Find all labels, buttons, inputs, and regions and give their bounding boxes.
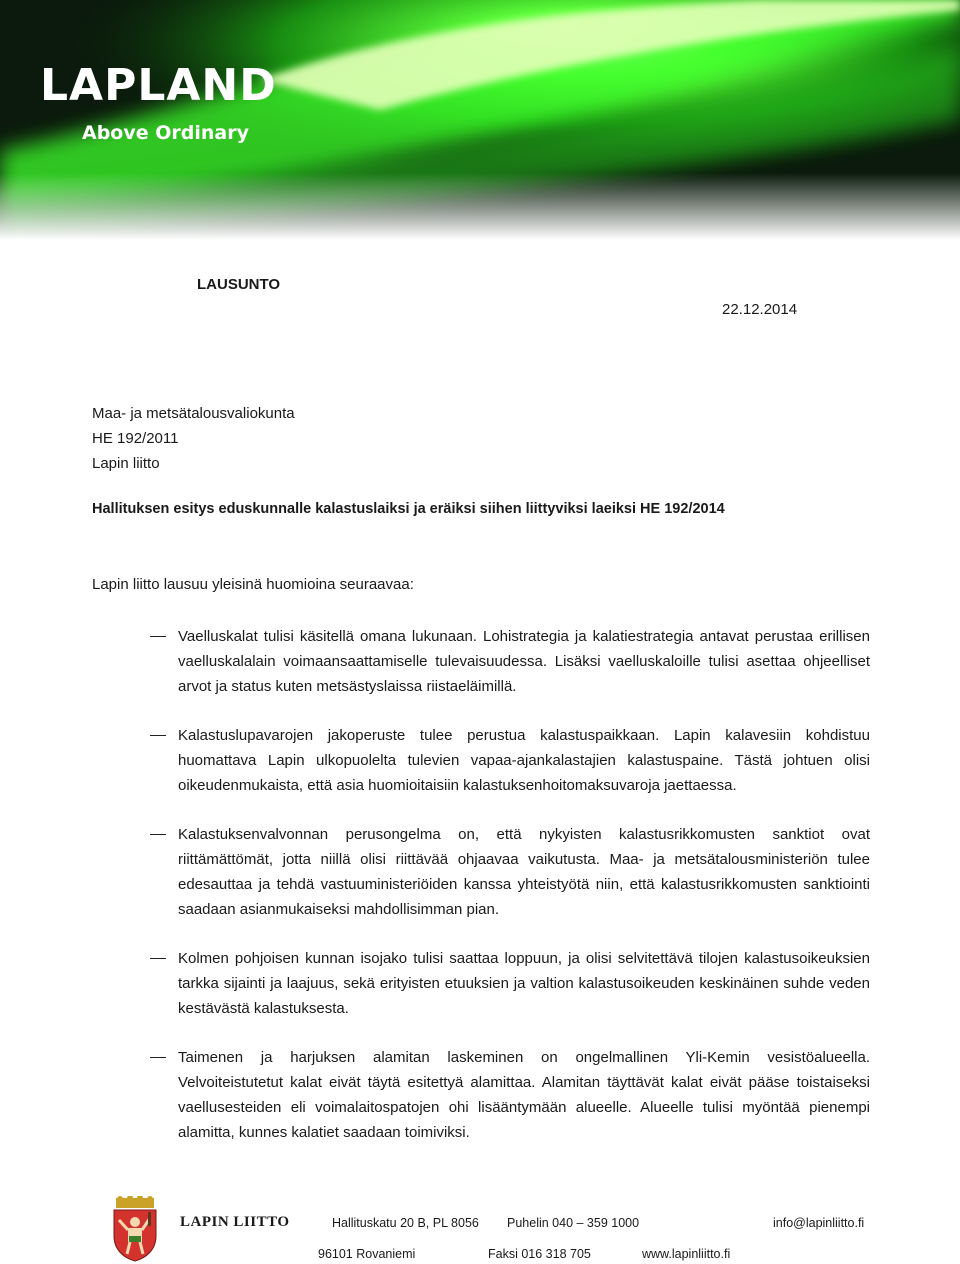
point-text: Kolmen pohjoisen kunnan isojako tulisi saattaa loppuun, ja olisi selvitettävä tilojen kalastusoikeuksien tarkka sijainti ja laajuus, sekä erityisten etuuksien ja valtion kalastusoikeuden keskinäinen suhde veden kestävästä kalastuksesta.: [178, 950, 870, 1017]
recipient-line: Maa- ja metsätalousvaliokunta: [92, 405, 295, 422]
point-text: Vaelluskalat tulisi käsitellä omana lukunaan. Lohistrategia ja kalatiestrategia antavat perustaa erillisen vaelluskalalain voimaansaattamiselle tulevaisuudessa. Lisäksi vaelluskaloille tulisi asettaa ohjeelliset arvot ja status kuten metsästyslaissa riistaeläimillä.: [178, 628, 870, 695]
dash-bullet-icon: [150, 958, 166, 959]
list-item: [150, 946, 870, 1021]
list-item: [150, 723, 870, 798]
recipient-line: HE 192/2011: [92, 430, 179, 447]
document-type: LAUSUNTO: [197, 276, 281, 293]
footer-email[interactable]: info@lapinliitto.fi: [773, 1216, 865, 1230]
footer-fax: Faksi 016 318 705: [488, 1247, 591, 1261]
list-item: [150, 624, 870, 699]
point-text: Kalastuksenvalvonnan perusongelma on, että nykyisten kalastusrikkomusten sanktiot ovat riittämättömät, jotta niillä olisi riittävää ohjaavaa vaikutusta. Maa- ja metsätalousministeriön tulee edesauttaa ja tehdä vastuuministeriöiden kanssa yhteistyötä niin, että kalastusrikkomusten sanktiointi saadaan asianmukaiseksi mahdollisimman pian.: [178, 826, 870, 918]
document-subject: Hallituksen esitys eduskunnalle kalastuslaiksi ja eräiksi siihen liittyviksi laeiksi HE 192/2014: [92, 501, 725, 517]
footer-website[interactable]: www.lapinliitto.fi: [642, 1247, 731, 1261]
recipient-line: Lapin liitto: [92, 455, 160, 472]
point-text: Taimenen ja harjuksen alamitan laskeminen on ongelmallinen Yli-Kemin vesistöalueella. Velvoiteistutetut kalat eivät täytä esitettyä alamittaa. Alamitan täyttävät kalat eivät pääse toistaiseksi vaellusesteiden eli voimalaitospatojen ohi lisääntymään alueelle. Alueelle tulisi myöntää pienempi alamitta, kunnes kalatiet saadaan toimiviksi.: [178, 1049, 870, 1141]
lapland-coat-of-arms-icon: [110, 1196, 160, 1262]
document-date: 22.12.2014: [722, 301, 798, 318]
page-footer: [0, 1190, 960, 1264]
list-item: [150, 822, 870, 922]
list-item: [150, 1045, 870, 1145]
intro-paragraph: Lapin liitto lausuu yleisinä huomioina seuraavaa:: [92, 576, 414, 593]
lapland-logo-tagline: Above Ordinary: [82, 122, 249, 144]
dash-bullet-icon: [150, 1057, 166, 1058]
recipient-block: [92, 401, 295, 476]
point-text: Kalastuslupavarojen jakoperuste tulee perustua kalastuspaikkaan. Lapin kalavesiin kohdistuu huomattava Lapin ulkopuolelta tulevien vapaa-ajankalastajien kalastuspaine. Tästä johtuen olisi oikeudenmukaista, että asia huomioitaisiin kalastuksenhoitomaksuvaroja jaettaessa.: [178, 727, 870, 794]
footer-postal: 96101 Rovaniemi: [318, 1247, 416, 1261]
header-banner: [0, 0, 960, 240]
statement-points: [150, 624, 870, 1169]
dash-bullet-icon: [150, 735, 166, 736]
dash-bullet-icon: [150, 636, 166, 637]
dash-bullet-icon: [150, 834, 166, 835]
aurora-background: [0, 0, 960, 240]
footer-phone: Puhelin 040 – 359 1000: [507, 1216, 640, 1230]
lapland-logo-title: LAPLAND: [40, 60, 277, 111]
footer-street: Hallituskatu 20 B, PL 8056: [332, 1216, 479, 1230]
footer-organization: LAPIN LIITTO: [180, 1214, 290, 1230]
